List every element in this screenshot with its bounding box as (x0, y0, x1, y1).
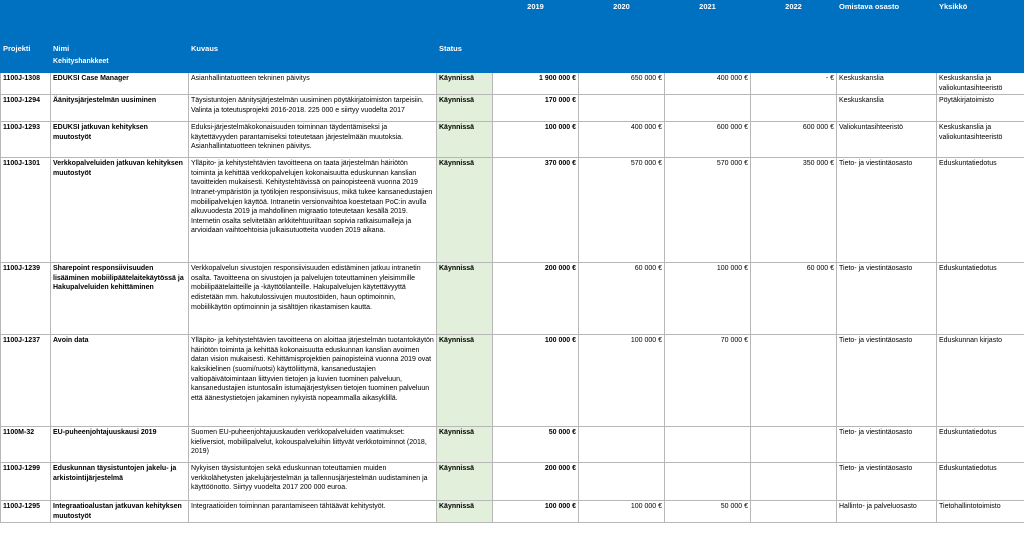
cell-status[interactable]: Käynnissä (437, 263, 493, 335)
table-row[interactable] (1, 263, 1024, 335)
header-omistava-osasto[interactable]: Omistava osasto (837, 1, 937, 56)
cell-2022[interactable] (751, 95, 837, 122)
cell-yksikko[interactable]: Pöytäkirjatoimisto (937, 95, 1024, 122)
cell-status[interactable]: Käynnissä (437, 335, 493, 427)
table-row[interactable] (1, 501, 1024, 523)
cell-yksikko[interactable]: Keskuskanslia ja valiokuntasihteeristö (937, 122, 1024, 158)
cell-projekti[interactable]: 1100J-1293 (1, 122, 51, 158)
cell-nimi[interactable]: Integraatioalustan jatkuvan kehityksen muutostyöt (51, 501, 189, 523)
cell-projekti[interactable]: 1100J-1237 (1, 335, 51, 427)
header-row (1, 1, 1024, 56)
cell-2019[interactable]: 170 000 € (493, 95, 579, 122)
cell-2020[interactable]: 100 000 € (579, 335, 665, 427)
section-row (1, 56, 1024, 73)
cell-2020[interactable]: 400 000 € (579, 122, 665, 158)
cell-2020[interactable] (579, 95, 665, 122)
cell-2019[interactable]: 100 000 € (493, 122, 579, 158)
cell-kuvaus[interactable]: Asianhallintatuotteen tekninen päivitys (189, 73, 437, 95)
cell-omistava-osasto[interactable]: Hallinto- ja palveluosasto (837, 501, 937, 523)
cell-yksikko[interactable]: Keskuskanslia ja valiokuntasihteeristö (937, 73, 1024, 95)
cell-yksikko[interactable]: Eduskunnan kirjasto (937, 335, 1024, 427)
header-yksikko[interactable]: Yksikkö (937, 1, 1024, 56)
cell-2019[interactable]: 100 000 € (493, 501, 579, 523)
header-nimi[interactable]: Nimi (51, 1, 189, 56)
cell-2020[interactable]: 100 000 € (579, 501, 665, 523)
cell-2019[interactable]: 50 000 € (493, 427, 579, 463)
cell-nimi[interactable]: Avoin data (51, 335, 189, 427)
cell-status[interactable]: Käynnissä (437, 95, 493, 122)
cell-status[interactable]: Käynnissä (437, 122, 493, 158)
cell-yksikko[interactable]: Eduskuntatiedotus (937, 427, 1024, 463)
cell-status[interactable]: Käynnissä (437, 463, 493, 501)
cell-2019[interactable]: 370 000 € (493, 158, 579, 263)
cell-kuvaus[interactable]: Suomen EU-puheenjohtajuuskauden verkkopalveluiden vaatimukset: kieliversiot, mobiilipalvelut, kokouspalveluihin liittyvät verkkotoiminnot (2018, 2019) (189, 427, 437, 463)
cell-kuvaus[interactable]: Ylläpito- ja kehitystehtävien tavoitteena on taata järjestelmän häiriötön toiminta ja kehittää verkkopalvelujen kokonaisuutta eduskunnan kanslian tavoitteiden mukaisesti. Kehitystehtävissä on painopisteenä vuonna 2019 Intranet-ympäristön ja työtilojen responsiivisuus, mikä tukee kansanedustajien mobiilipalvelujen käyttöä. Intranetin versionvaihtoa koestetaan PoC:in avulla alkuvuodesta 2019 ja mahdollinen migraatio toteutetaan kesällä 2019. Internetin osalta selvitetään arkkitehtuuriltaan sopivia ratkaisumalleja ja arvioidaan vaihtoehtoisia julkaisutuotteita vuoden 2019 aikana. (189, 158, 437, 263)
cell-2021[interactable]: 100 000 € (665, 263, 751, 335)
cell-projekti[interactable]: 1100J-1239 (1, 263, 51, 335)
cell-omistava-osasto[interactable]: Tieto- ja viestintäosasto (837, 463, 937, 501)
cell-2020[interactable]: 570 000 € (579, 158, 665, 263)
cell-2019[interactable]: 1 900 000 € (493, 73, 579, 95)
cell-projekti[interactable]: 1100J-1308 (1, 73, 51, 95)
cell-nimi[interactable]: EU-puheenjohtajuuskausi 2019 (51, 427, 189, 463)
table-row[interactable] (1, 73, 1024, 95)
cell-2022[interactable] (751, 463, 837, 501)
cell-2022[interactable]: 60 000 € (751, 263, 837, 335)
cell-status[interactable]: Käynnissä (437, 501, 493, 523)
cell-yksikko[interactable]: Tietohallintotoimisto (937, 501, 1024, 523)
cell-omistava-osasto[interactable]: Tieto- ja viestintäosasto (837, 158, 937, 263)
table-row[interactable] (1, 158, 1024, 263)
cell-2022[interactable] (751, 501, 837, 523)
cell-2022[interactable]: 600 000 € (751, 122, 837, 158)
cell-2021[interactable]: 570 000 € (665, 158, 751, 263)
cell-2022[interactable]: - € (751, 73, 837, 95)
cell-omistava-osasto[interactable]: Tieto- ja viestintäosasto (837, 263, 937, 335)
cell-2020[interactable]: 60 000 € (579, 263, 665, 335)
cell-omistava-osasto[interactable]: Keskuskanslia (837, 73, 937, 95)
cell-kuvaus[interactable]: Täysistuntojen äänitysjärjestelmän uusiminen pöytäkirjatoimiston tarpeisiin. Valinta ja toteutusprojekti 2016-2018. 225 000 e siirtyy vuodelta 2017 (189, 95, 437, 122)
cell-kuvaus[interactable]: Ylläpito- ja kehitystehtävien tavoitteena on aloittaa järjestelmän tuotantokäytön häiriötön toiminta ja kehittää kokonaisuutta eduskunnan kanslian avoimen datan vision mukaisesti. Kehittämisprojektien painopisteinä vuonna 2019 ovat kaksikielinen (suomi/ruotsi) käyttöliittymä, kansanedustajien valtiopäivätoimintaan liittyvien tietojen ja kuvien tuominen palveluun, kansanedustajien istuntosalin istumajärjestyksen tietojen tuominen palveluun että äänestystietojen jakaminen nykyistä nopeammalla aikasyklillä. (189, 335, 437, 427)
header-2019[interactable]: 2019 (493, 1, 579, 56)
cell-status[interactable]: Käynnissä (437, 158, 493, 263)
cell-yksikko[interactable]: Eduskuntatiedotus (937, 158, 1024, 263)
cell-kuvaus[interactable]: Eduksi-järjestelmäkokonaisuuden toiminnan täydentämiseksi ja käytettävyyden parantamiseksi toteutetaan järjestelmään muutoksia. Asianhallintatuotteen tekninen päivitys. (189, 122, 437, 158)
table-row[interactable] (1, 427, 1024, 463)
cell-nimi[interactable]: EDUKSI Case Manager (51, 73, 189, 95)
cell-yksikko[interactable]: Eduskuntatiedotus (937, 463, 1024, 501)
cell-status[interactable]: Käynnissä (437, 427, 493, 463)
header-status[interactable]: Status (437, 1, 493, 56)
cell-kuvaus[interactable]: Nykyisen täysistuntojen sekä eduskunnan toteuttamien muiden verkkolähetysten jakelujärjestelmän ja tallennusjärjestelmän uudistaminen ja käyttöönotto. Siirtyy vuodelta 2017 200 000 euroa. (189, 463, 437, 501)
cell-2021[interactable]: 400 000 € (665, 73, 751, 95)
header-projekti[interactable]: Projekti (1, 1, 51, 56)
cell-2021[interactable]: 50 000 € (665, 501, 751, 523)
cell-2022[interactable] (751, 335, 837, 427)
cell-nimi[interactable]: Sharepoint responsiivisuuden lisääminen mobiilipäätelaitekäytössä ja Hakupalveluiden kehittäminen (51, 263, 189, 335)
cell-projekti[interactable]: 1100J-1299 (1, 463, 51, 501)
cell-2021[interactable]: 600 000 € (665, 122, 751, 158)
cell-projekti[interactable]: 1100J-1294 (1, 95, 51, 122)
header-2021[interactable]: 2021 (665, 1, 751, 56)
section-blank (1, 56, 51, 73)
cell-2020[interactable]: 650 000 € (579, 73, 665, 95)
header-kuvaus[interactable]: Kuvaus (189, 1, 437, 56)
cell-yksikko[interactable]: Eduskuntatiedotus (937, 263, 1024, 335)
cell-2019[interactable]: 100 000 € (493, 335, 579, 427)
header-2020[interactable]: 2020 (579, 1, 665, 56)
cell-nimi[interactable]: Eduskunnan täysistuntojen jakelu- ja arkistointijärjestelmä (51, 463, 189, 501)
cell-2022[interactable] (751, 427, 837, 463)
cell-omistava-osasto[interactable]: Keskuskanslia (837, 95, 937, 122)
cell-nimi[interactable]: EDUKSI jatkuvan kehityksen muutostyöt (51, 122, 189, 158)
section-label: Kehityshankkeet (51, 56, 1024, 73)
cell-nimi[interactable]: Äänitysjärjestelmän uusiminen (51, 95, 189, 122)
header-2022[interactable]: 2022 (751, 1, 837, 56)
cell-projekti[interactable]: 1100M-32 (1, 427, 51, 463)
cell-2020[interactable] (579, 463, 665, 501)
cell-omistava-osasto[interactable]: Tieto- ja viestintäosasto (837, 335, 937, 427)
table-row[interactable] (1, 95, 1024, 122)
cell-2021[interactable]: 70 000 € (665, 335, 751, 427)
cell-omistava-osasto[interactable]: Valiokuntasihteeristö (837, 122, 937, 158)
cell-kuvaus[interactable]: Integraatioiden toiminnan parantamiseen tähtäävät kehitystyöt. (189, 501, 437, 523)
cell-status[interactable]: Käynnissä (437, 73, 493, 95)
table-row[interactable] (1, 463, 1024, 501)
cell-2019[interactable]: 200 000 € (493, 463, 579, 501)
cell-2022[interactable]: 350 000 € (751, 158, 837, 263)
cell-projekti[interactable]: 1100J-1301 (1, 158, 51, 263)
cell-2021[interactable] (665, 463, 751, 501)
cell-2019[interactable]: 200 000 € (493, 263, 579, 335)
table-row[interactable] (1, 335, 1024, 427)
cell-2020[interactable] (579, 427, 665, 463)
cell-2021[interactable] (665, 95, 751, 122)
cell-2021[interactable] (665, 427, 751, 463)
cell-nimi[interactable]: Verkkopalveluiden jatkuvan kehityksen muutostyöt (51, 158, 189, 263)
cell-omistava-osasto[interactable]: Tieto- ja viestintäosasto (837, 427, 937, 463)
cell-projekti[interactable]: 1100J-1295 (1, 501, 51, 523)
cell-kuvaus[interactable]: Verkkopalvelun sivustojen responsiivisuuden edistäminen jatkuu intranetin osalta. Tavoitteena on sivustojen ja palvelujen toteuttaminen yleisimmille mobiilipäätelaitteille ja -käyttötilanteille. Hakupalvelujen käytettävyyttä edistetään mm. hakutulossivujen muutostöiden, haun optimoinnin, mobiilikäytön optimoinnin ja sisältöjen rikastamisen kautta. (189, 263, 437, 335)
table-row[interactable] (1, 122, 1024, 158)
